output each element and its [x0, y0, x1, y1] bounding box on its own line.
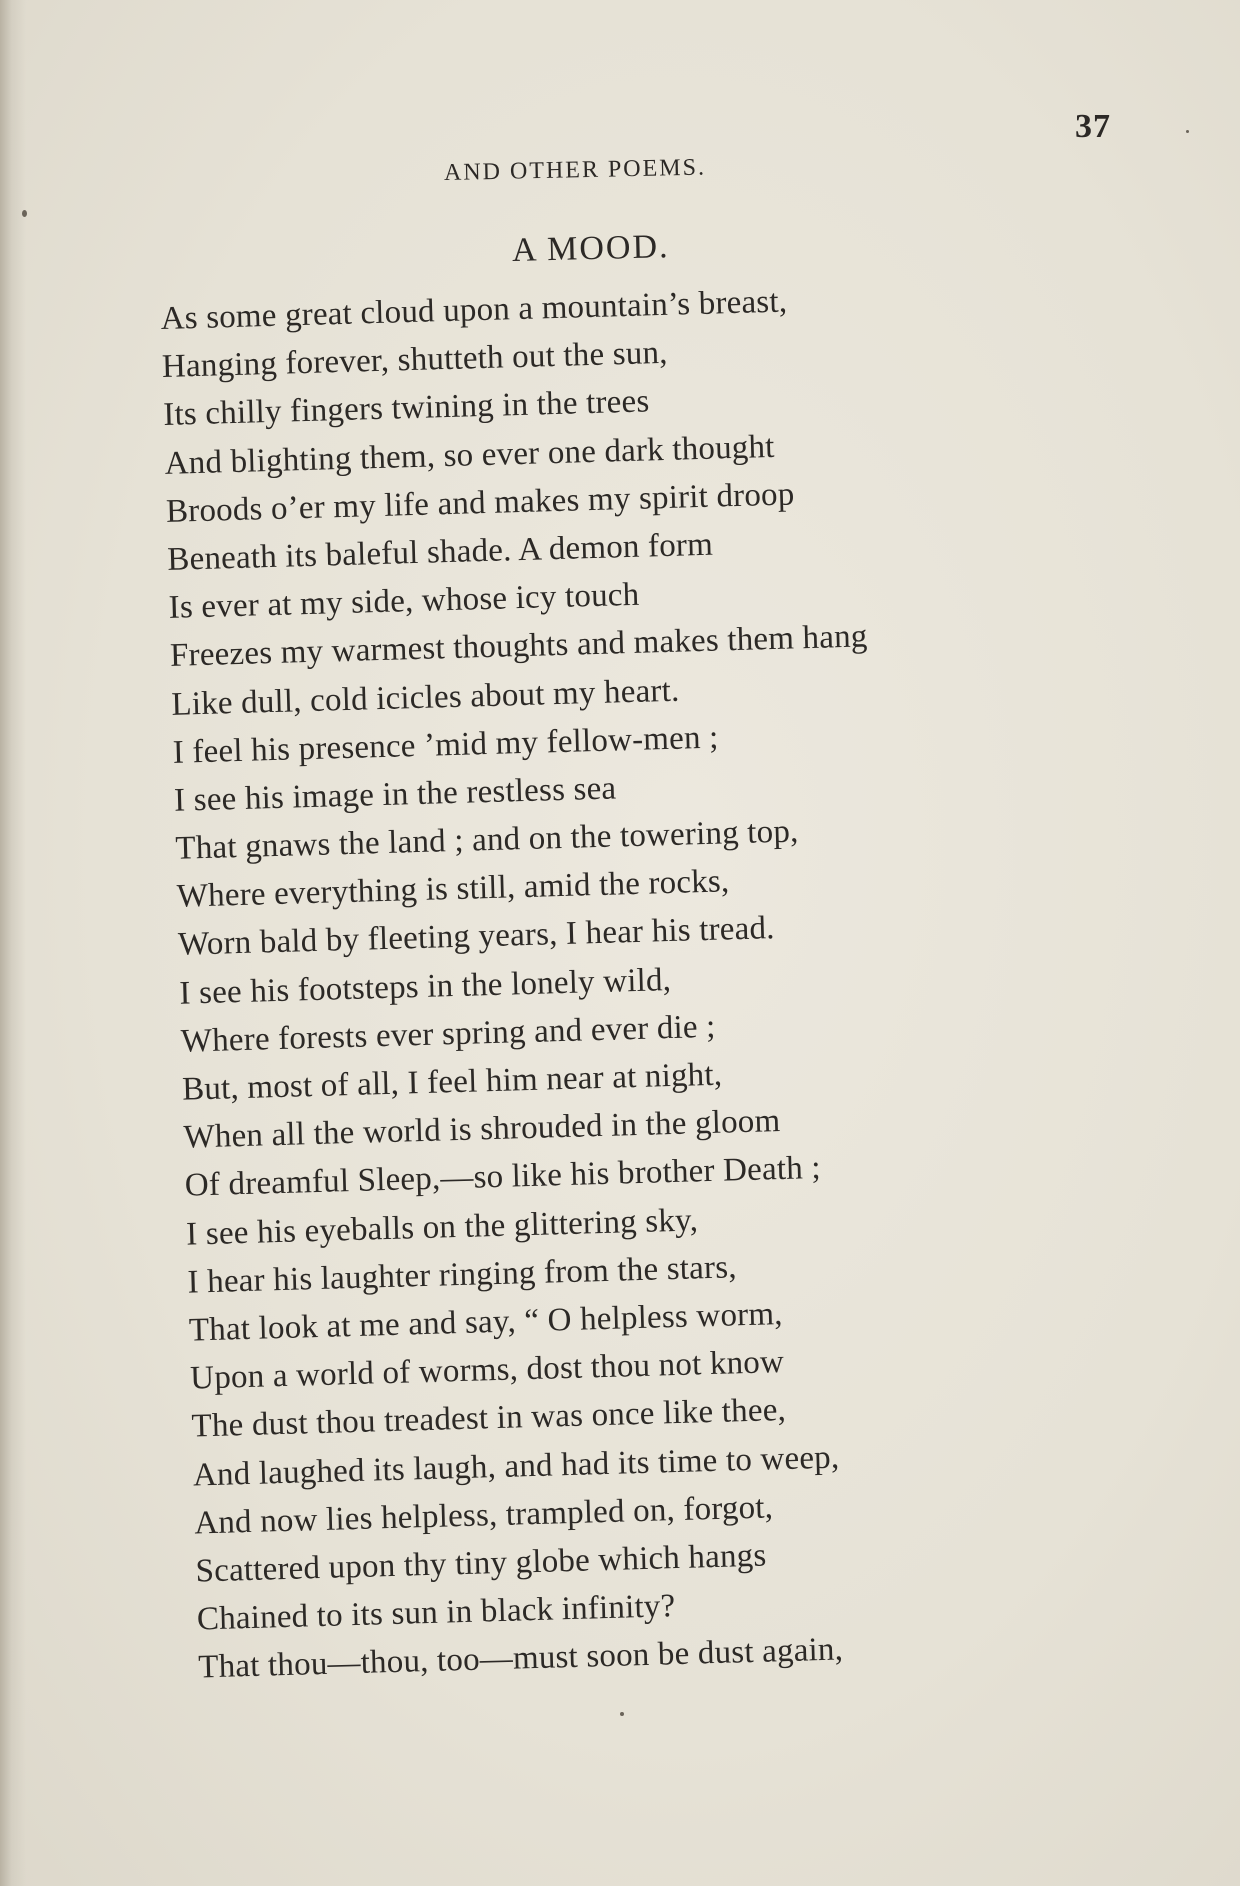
poem-line: Is ever at my side, whose icy touch [168, 576, 640, 626]
poem-title: A MOOD. [511, 228, 670, 269]
poem-line: I see his image in the restless sea [173, 770, 617, 819]
poem-line: The dust thou treadest in was once like thee, [191, 1392, 787, 1445]
poem-line: When all the world is shrouded in the gloom [183, 1103, 781, 1156]
poem-line: Like dull, cold icicles about my heart. [170, 672, 680, 723]
poem-line: I hear his laughter ringing from the stars, [187, 1249, 738, 1301]
poem-line: Scattered upon thy tiny globe which hangs [195, 1537, 767, 1590]
poem-line: That thou—thou, too—must soon be dust again, [197, 1631, 844, 1686]
poem-line: But, most of all, I feel him near at night, [181, 1056, 723, 1108]
binding-edge [0, 0, 26, 1886]
poem-line: Of dreamful Sleep,—so like his brother Death ; [184, 1150, 822, 1205]
running-head: AND OTHER POEMS. [443, 154, 707, 186]
paper-speck [1186, 130, 1189, 133]
poem-line: And blighting them, so ever one dark thought [164, 428, 776, 482]
poem-line: Where forests ever spring and ever die ; [180, 1008, 717, 1060]
poem-line: Where everything is still, amid the rocks, [176, 863, 730, 916]
poem-line: I feel his presence ’mid my fellow-men ; [172, 719, 719, 771]
poem-line: That gnaws the land ; and on the towering top, [174, 813, 799, 867]
poem-line: Freezes my warmest thoughts and makes them hang [169, 618, 868, 675]
poem-line: Hanging forever, shutteth out the sun, [161, 335, 669, 386]
poem-line: Its chilly fingers twining in the trees [162, 383, 650, 434]
poem-line: Upon a world of worms, dost thou not know [189, 1344, 785, 1397]
poem-line: I see his footsteps in the lonely wild, [179, 961, 672, 1012]
poem-body [160, 267, 1199, 1692]
poem-line: Beneath its baleful shade. A demon form [166, 526, 714, 578]
paper-speck [22, 210, 27, 217]
page-number: 37 [1075, 108, 1111, 145]
poem-line: Chained to its sun in black infinity? [196, 1588, 676, 1638]
poem-line: And now lies helpless, trampled on, forgot, [193, 1489, 774, 1542]
poem-line: Broods o’er my life and makes my spirit droop [165, 476, 795, 530]
poem-line: That look at me and say, “ O helpless worm, [188, 1295, 784, 1349]
poem-line: Worn bald by fleeting years, I hear his tread. [177, 910, 776, 964]
poem-line: As some great cloud upon a mountain’s breast, [160, 283, 788, 337]
poem-line: I see his eyeballs on the glittering sky, [185, 1201, 699, 1253]
paper-speck [620, 1712, 624, 1716]
poem-line: And laughed its laugh, and had its time to weep, [192, 1438, 840, 1494]
